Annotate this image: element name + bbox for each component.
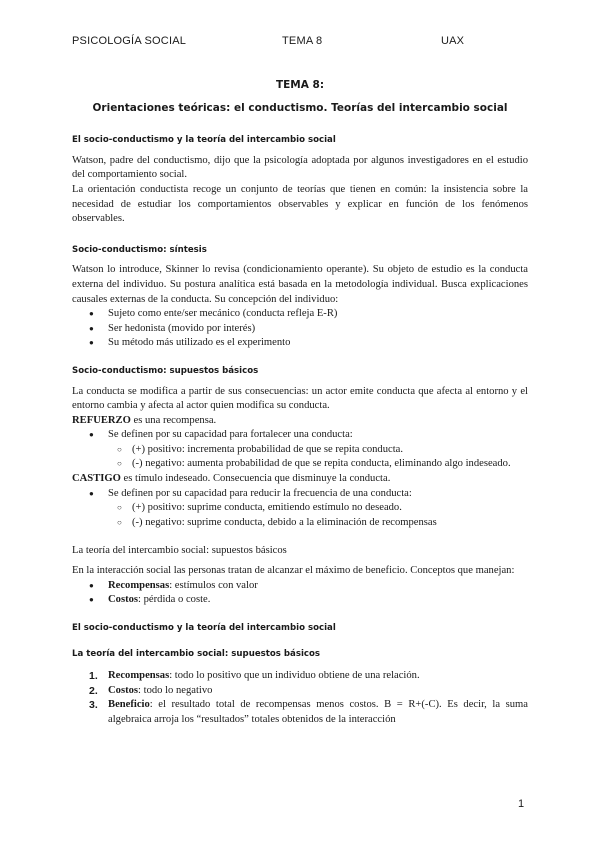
- paragraph-heading: La teoría del intercambio social: supuestos básicos: [72, 545, 287, 557]
- castigo-term: CASTIGO: [72, 473, 121, 485]
- doc-subtitle: Orientaciones teóricas: el conductismo. Teorías del intercambio social: [92, 101, 508, 114]
- section-heading-2: Socio-conductismo: síntesis: [72, 244, 207, 255]
- list-item: 2. Costos: todo lo negativo: [89, 684, 213, 697]
- list-item: ○ (+) positivo: suprime conducta, emitiendo estímulo no deseado.: [72, 501, 528, 516]
- paragraph: Watson lo introduce, Skinner lo revisa (condicionamiento operante). Su objeto de estudio es la conducta externa del individuo. Su postura analítica está basada en la metodología individual. Busca explicaciones causales externas de la conducta. Su concepción del individuo:: [72, 264, 528, 305]
- doc-title: TEMA 8:: [275, 79, 325, 91]
- sub-bullet-list: [72, 501, 528, 530]
- list-item: 1. Recompensas: todo lo positivo que un individuo obtiene de una relación.: [89, 670, 420, 682]
- paragraph: Watson, padre del conductismo, dijo que la psicología adoptada por algunos investigadores en el estudio del comportamiento social.: [72, 154, 528, 181]
- list-item: ○ (-) negativo: suprime conducta, debido a la eliminación de recompensas: [72, 516, 528, 531]
- list-item: ● Recompensas: estímulos con valor: [72, 579, 528, 594]
- list-item: ● Su método más utilizado es el experimento: [72, 336, 528, 351]
- list-item: 3. Beneficio: el resultado total de recompensas menos costos. B = R+(-C). Es decir, la suma algebraica arroja los “resultados” totales obtenidos de la interacción: [89, 699, 528, 725]
- refuerzo-term: REFUERZO: [72, 414, 131, 426]
- section-heading-3: Socio-conductismo: supuestos básicos: [72, 365, 259, 376]
- sub-bullet-list: [72, 443, 528, 472]
- header-university: UAX: [441, 35, 465, 47]
- section-heading-1: El socio-conductismo y la teoría del intercambio social: [72, 135, 336, 146]
- list-item: ● Costos: pérdida o coste.: [72, 593, 528, 608]
- paragraph: La conducta se modifica a partir de sus consecuencias: un actor emite conducta que afecta al entorno y el entorno cambia y afecta al actor quien modifica su conducta.: [72, 385, 528, 412]
- numbered-list: [72, 669, 528, 727]
- list-item: ● Se definen por su capacidad para reducir la frecuencia de una conducta:: [72, 487, 528, 502]
- page-number: 1: [518, 798, 525, 810]
- list-item: ○ (-) negativo: aumenta probabilidad de que se repita conducta, eliminando algo indeseado.: [72, 457, 528, 472]
- paragraph: En la interacción social las personas tratan de alcanzar el máximo de beneficio. Conceptos que manejan:: [72, 565, 515, 577]
- list-item: ○ (+) positivo: incrementa probabilidad de que se repita conducta.: [72, 443, 528, 458]
- header-topic: TEMA 8: [282, 35, 323, 47]
- bullet-list: [72, 579, 528, 608]
- list-item: ● Ser hedonista (movido por interés): [72, 322, 528, 337]
- bullet-list: [72, 428, 528, 443]
- refuerzo-line: REFUERZO es una recompensa.: [72, 414, 217, 426]
- list-item: ● Se definen por su capacidad para fortalecer una conducta:: [72, 428, 528, 443]
- paragraph: La orientación conductista recoge un conjunto de teorías que tienen en común: la insistencia sobre la necesidad de estudiar los comportamientos observables y explicar en función de los fenómenos observables.: [72, 183, 528, 225]
- document-body: [72, 78, 528, 727]
- bullet-list: [72, 307, 528, 351]
- header-course: PSICOLOGÍA SOCIAL: [72, 35, 187, 47]
- list-item: ● Sujeto como ente/ser mecánico (conducta refleja E-R): [72, 307, 528, 322]
- castigo-line: CASTIGO es tímulo indeseado. Consecuencia que disminuye la conducta.: [72, 473, 391, 485]
- section-heading-5: El socio-conductismo y la teoría del intercambio social: [72, 622, 336, 633]
- section-subheading: La teoría del intercambio social: supuestos básicos: [72, 649, 321, 660]
- bullet-list: [72, 487, 528, 502]
